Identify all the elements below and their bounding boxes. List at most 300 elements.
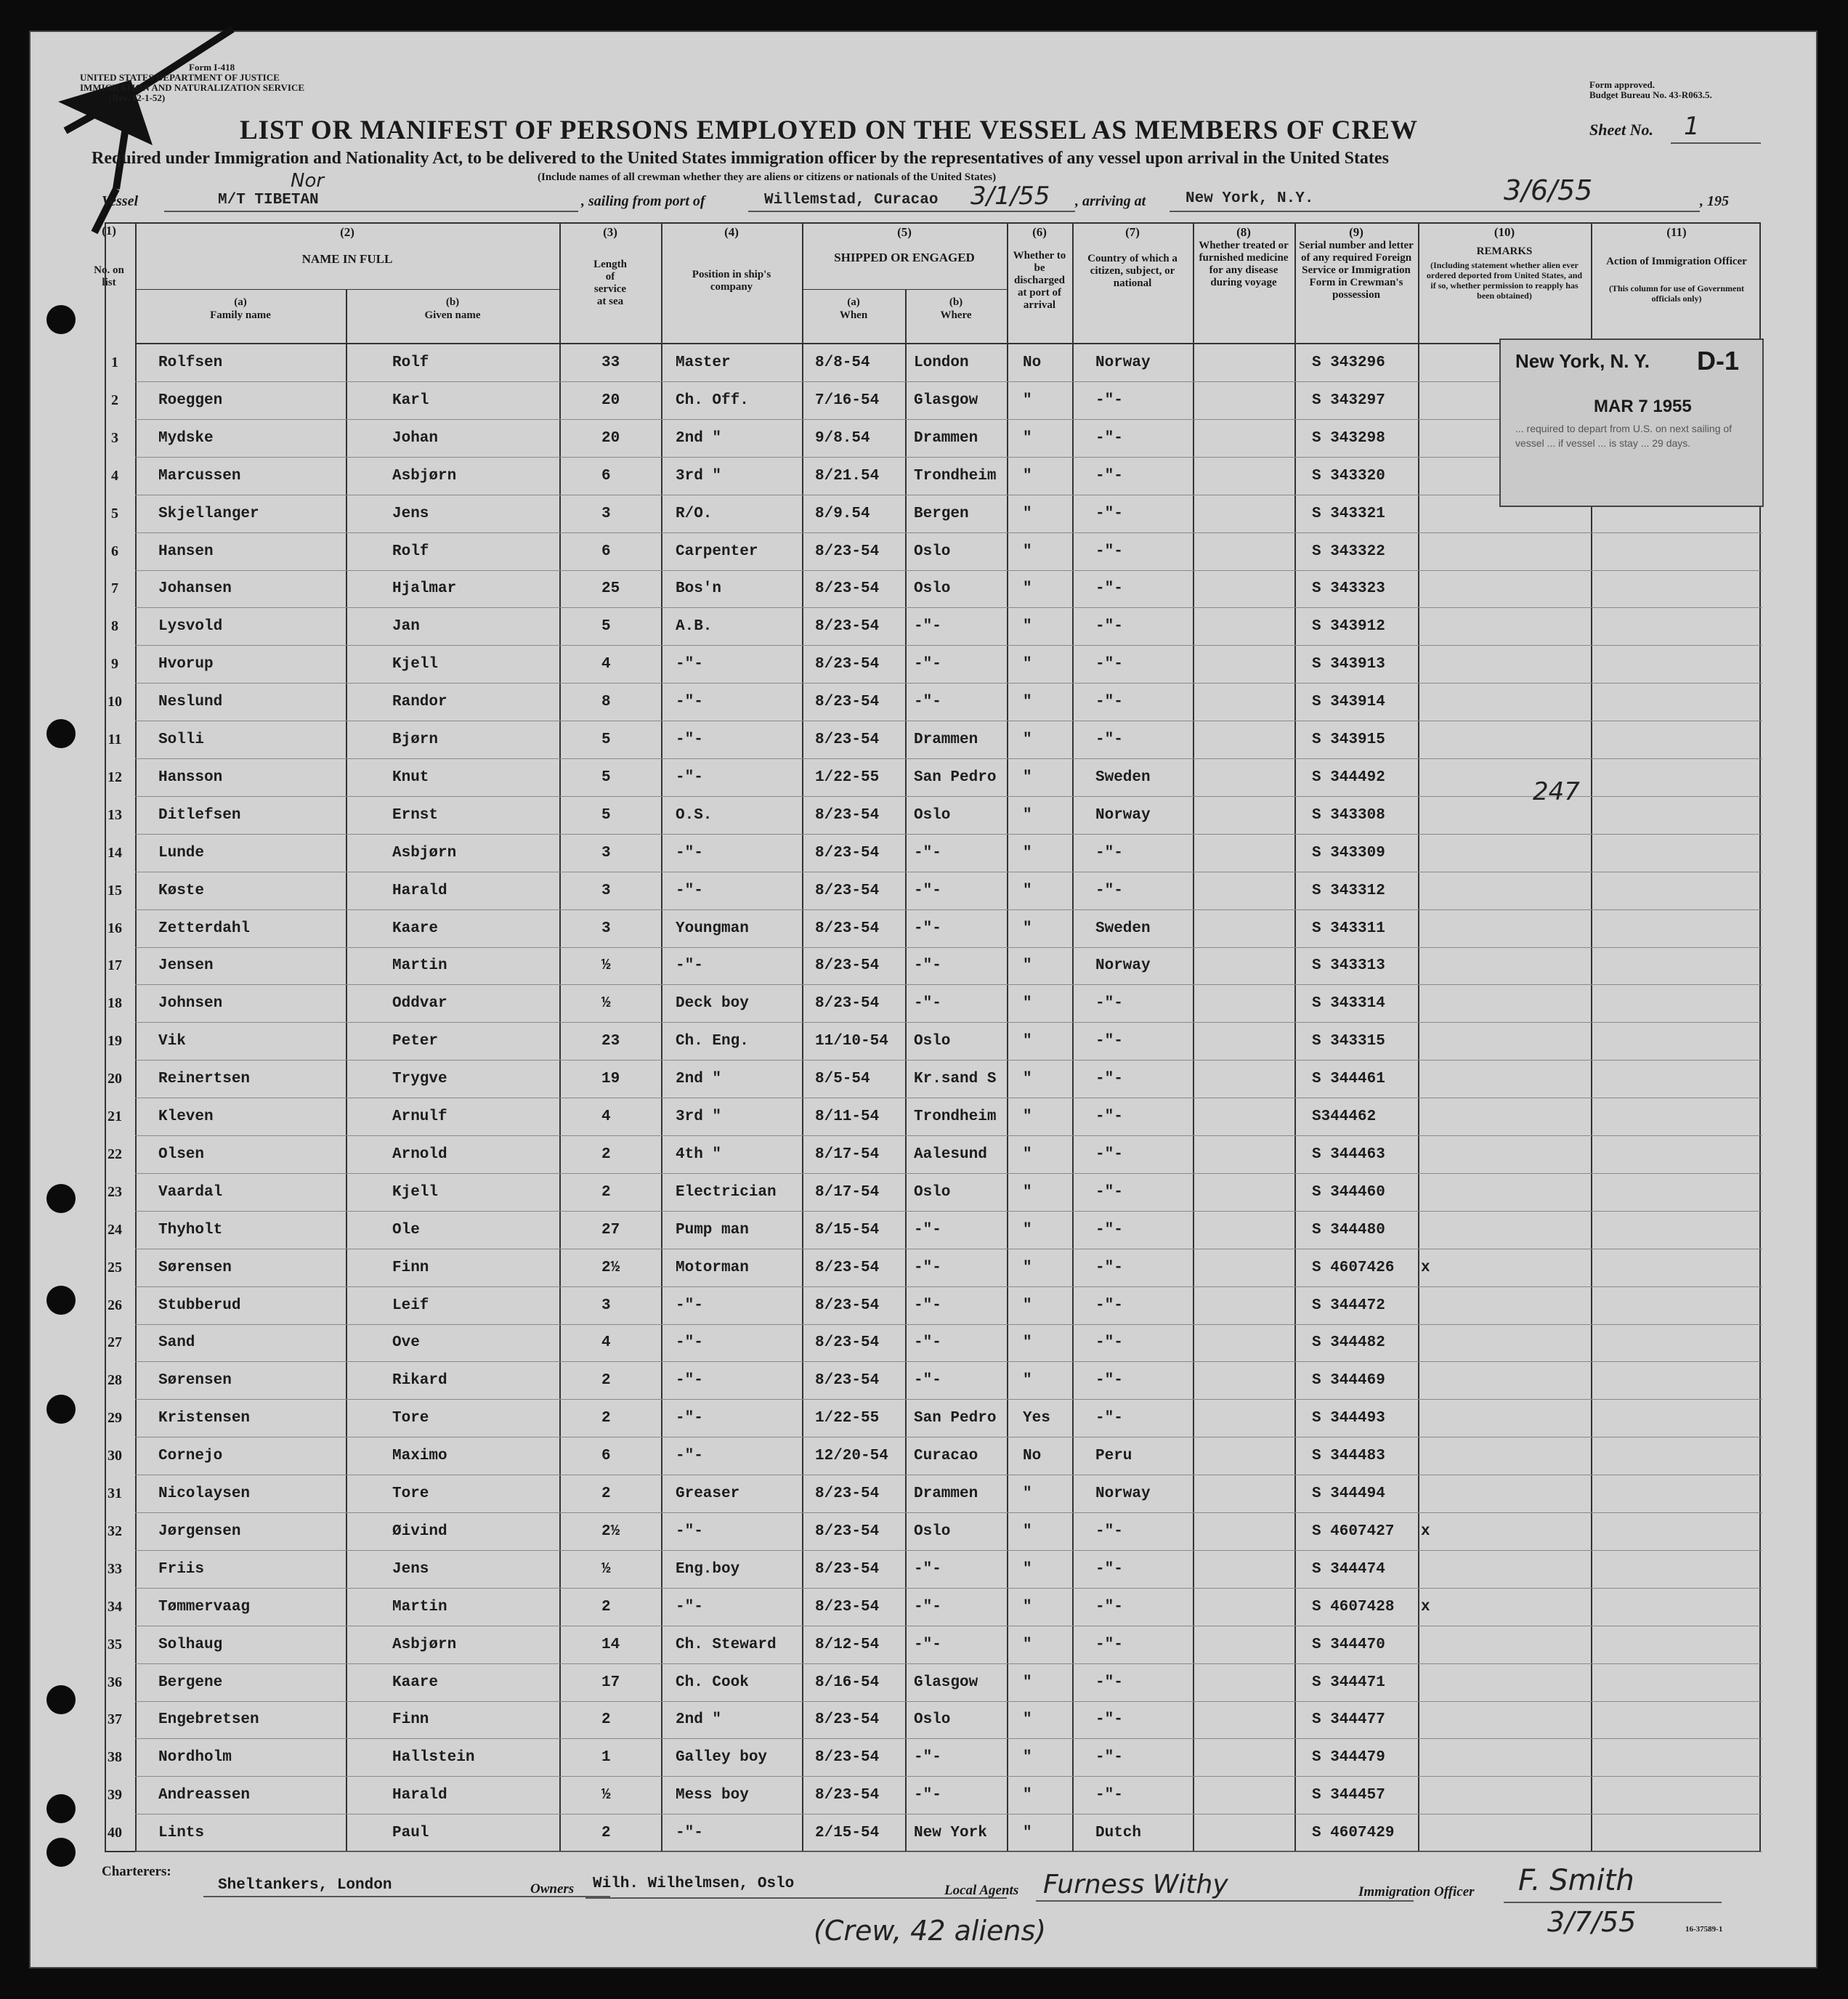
crew-given-name: Harald — [392, 1787, 447, 1804]
crew-shipped-when: 1/22-55 — [815, 769, 880, 786]
crew-family-name: Jensen — [158, 957, 214, 975]
crew-serial-number: S 343323 — [1312, 580, 1385, 598]
vessel-flag-note: Nor — [291, 170, 325, 192]
year-suffix: , 195 — [1700, 193, 1729, 209]
table-row — [106, 1212, 1762, 1248]
crew-serial-number: S344462 — [1312, 1108, 1377, 1125]
table-row — [106, 1701, 1762, 1738]
crew-position: 4th " — [676, 1146, 722, 1163]
crew-position: -"- — [676, 1372, 703, 1390]
crew-country: Norway — [1095, 1485, 1151, 1502]
crew-service-length: 2 — [601, 1410, 611, 1427]
crew-shipped-when: 8/23-54 — [815, 731, 880, 748]
crew-discharge: " — [1023, 1560, 1032, 1578]
col9-num: (9) — [1349, 225, 1363, 239]
crew-serial-number: S 344461 — [1312, 1071, 1385, 1088]
charterers-label: Charterers: — [102, 1864, 171, 1879]
crew-given-name: Kaare — [392, 920, 439, 937]
crew-service-length: 3 — [601, 882, 611, 899]
binder-hole — [46, 719, 76, 748]
crew-position: Ch. Eng. — [676, 1033, 749, 1050]
crew-country: -"- — [1095, 995, 1123, 1013]
crew-discharge: " — [1023, 769, 1032, 786]
crew-service-length: 5 — [601, 806, 611, 824]
crew-family-name: Andreassen — [158, 1787, 251, 1804]
crew-family-name: Nordholm — [158, 1749, 232, 1767]
crew-given-name: Ernst — [392, 806, 439, 824]
crew-position: Electrician — [676, 1183, 777, 1201]
col6-num: (6) — [1032, 225, 1047, 239]
crew-shipped-where: -"- — [914, 995, 941, 1013]
crew-serial-number: S 343313 — [1312, 957, 1385, 975]
binder-hole — [46, 1286, 76, 1315]
crew-row-number: 35 — [108, 1636, 122, 1653]
crew-family-name: Olsen — [158, 1146, 205, 1163]
crew-row-number: 3 — [111, 429, 118, 446]
crew-service-length: 2 — [601, 1372, 611, 1390]
crew-discharge: " — [1023, 1183, 1032, 1201]
crew-serial-number: S 344474 — [1312, 1560, 1385, 1578]
crew-position: Ch. Cook — [676, 1674, 749, 1691]
crew-family-name: Kleven — [158, 1108, 214, 1125]
crew-discharge: " — [1023, 1297, 1032, 1314]
crew-row-number: 11 — [108, 731, 122, 747]
crew-position: Motorman — [676, 1259, 749, 1276]
crew-serial-number: S 343311 — [1312, 920, 1385, 937]
crew-family-name: Lunde — [158, 844, 205, 861]
crew-position: Ch. Off. — [676, 392, 749, 409]
crew-shipped-when: 8/23-54 — [815, 1787, 880, 1804]
crew-discharge: " — [1023, 1146, 1032, 1163]
crew-country: Norway — [1095, 806, 1151, 824]
crew-country: Norway — [1095, 354, 1151, 371]
crew-family-name: Kristensen — [158, 1410, 251, 1427]
crew-country: -"- — [1095, 1221, 1123, 1238]
crew-shipped-when: 8/23-54 — [815, 882, 880, 899]
table-row — [106, 570, 1762, 607]
col2b-num: (b) — [445, 296, 460, 308]
crew-country: -"- — [1095, 1787, 1123, 1804]
table-row — [106, 947, 1762, 984]
crew-shipped-when: 8/23-54 — [815, 1334, 880, 1352]
sailing-label: , sailing from port of — [581, 193, 705, 209]
crew-row-number: 28 — [108, 1372, 122, 1389]
col7-num: (7) — [1125, 225, 1140, 239]
include-note: (Include names of all crewman whether they are aliens or citizens or nationals of the United States) — [538, 171, 997, 183]
crew-row-number: 18 — [108, 995, 122, 1012]
crew-serial-number: S 344493 — [1312, 1410, 1385, 1427]
crew-shipped-where: San Pedro — [914, 1410, 997, 1427]
crew-family-name: Reinertsen — [158, 1071, 251, 1088]
binder-hole — [46, 1838, 76, 1867]
crew-position: -"- — [676, 1334, 703, 1352]
crew-given-name: Hjalmar — [392, 580, 457, 598]
crew-shipped-when: 8/23-54 — [815, 1522, 880, 1540]
crew-service-length: 4 — [601, 1334, 611, 1352]
crew-given-name: Martin — [392, 957, 447, 975]
subtitle: Required under Immigration and Nationality Act, to be delivered to the United States immigration officer by the representatives of any vessel upon arrival in the United States — [92, 149, 1389, 168]
table-row — [106, 1362, 1762, 1398]
arrival-date: 3/6/55 — [1504, 174, 1593, 206]
crew-position: 3rd " — [676, 1108, 722, 1125]
form-revision: (Rev. 12-1-52) — [109, 92, 166, 103]
crew-country: -"- — [1095, 1711, 1123, 1729]
crew-row-number: 15 — [108, 882, 122, 899]
col6-label: Whether to be discharged at port of arrival — [1013, 250, 1066, 311]
crew-given-name: Jan — [392, 618, 420, 636]
crew-given-name: Peter — [392, 1033, 439, 1050]
table-row — [106, 1664, 1762, 1700]
crew-shipped-when: 9/8.54 — [815, 429, 870, 447]
crew-service-length: 2½ — [601, 1259, 620, 1276]
crew-row-number: 7 — [111, 580, 118, 597]
crew-given-name: Maximo — [392, 1448, 447, 1465]
col1-num: (1) — [102, 224, 116, 238]
crew-position: -"- — [676, 656, 703, 673]
crew-shipped-when: 8/23-54 — [815, 1372, 880, 1390]
crew-country: -"- — [1095, 1674, 1123, 1691]
crew-row-number: 32 — [108, 1522, 122, 1539]
table-row — [106, 721, 1762, 758]
crew-serial-number: S 344463 — [1312, 1146, 1385, 1163]
crew-family-name: Neslund — [158, 694, 223, 711]
crew-country: Sweden — [1095, 769, 1151, 786]
crew-remark: x — [1421, 1598, 1430, 1615]
crew-discharge: " — [1023, 1598, 1032, 1615]
crew-service-length: 1 — [601, 1749, 611, 1767]
col4-num: (4) — [724, 225, 739, 239]
crew-service-length: 6 — [601, 1448, 611, 1465]
crew-shipped-where: San Pedro — [914, 769, 997, 786]
crew-position: -"- — [676, 1448, 703, 1465]
crew-row-number: 30 — [108, 1448, 122, 1464]
col10-num: (10) — [1494, 225, 1515, 239]
table-row — [106, 1324, 1762, 1361]
sheet-number-label: Sheet No. — [1589, 121, 1653, 139]
crew-serial-number: S 343314 — [1312, 995, 1385, 1013]
crew-discharge: " — [1023, 1711, 1032, 1729]
crew-shipped-where: Drammen — [914, 731, 978, 748]
crew-position: Pump man — [676, 1221, 749, 1238]
crew-discharge: " — [1023, 505, 1032, 522]
crew-shipped-where: -"- — [914, 1749, 941, 1767]
crew-remark: x — [1421, 1522, 1430, 1540]
charterers-value: Sheltankers, London — [218, 1877, 392, 1894]
crew-shipped-where: -"- — [914, 1297, 941, 1314]
crew-service-length: 20 — [601, 429, 620, 447]
crew-country: -"- — [1095, 844, 1123, 861]
crew-position: 3rd " — [676, 467, 722, 484]
crew-service-length: 25 — [601, 580, 620, 598]
officer-label: Immigration Officer — [1358, 1884, 1475, 1899]
crew-service-length: 2 — [601, 1825, 611, 1842]
crew-row-number: 37 — [108, 1711, 122, 1728]
crew-given-name: Asbjørn — [392, 844, 457, 861]
crew-serial-number: S 343308 — [1312, 806, 1385, 824]
sailing-date: 3/1/55 — [970, 182, 1050, 211]
crew-discharge: " — [1023, 1071, 1032, 1088]
crew-row-number: 33 — [108, 1560, 122, 1577]
crew-serial-number: S 344477 — [1312, 1711, 1385, 1729]
table-row — [106, 1739, 1762, 1775]
crew-count-note: (Crew, 42 aliens) — [814, 1915, 1047, 1947]
crew-family-name: Sørensen — [158, 1259, 232, 1276]
crew-discharge: " — [1023, 580, 1032, 598]
crew-row-number: 10 — [108, 694, 122, 710]
crew-position: Carpenter — [676, 543, 758, 560]
crew-row-number: 22 — [108, 1146, 122, 1162]
crew-shipped-when: 8/23-54 — [815, 1711, 880, 1729]
crew-discharge: " — [1023, 543, 1032, 560]
crew-position: -"- — [676, 1297, 703, 1314]
crew-shipped-where: Oslo — [914, 1711, 951, 1729]
crew-family-name: Sand — [158, 1334, 195, 1352]
crew-serial-number: S 4607428 — [1312, 1598, 1395, 1615]
crew-family-name: Marcussen — [158, 467, 241, 484]
crew-row-number: 25 — [108, 1259, 122, 1276]
col5-num: (5) — [897, 225, 912, 239]
crew-service-length: ½ — [601, 995, 611, 1013]
crew-family-name: Stubberud — [158, 1297, 241, 1314]
crew-given-name: Asbjørn — [392, 467, 457, 484]
crew-position: 2nd " — [676, 1711, 722, 1729]
crew-serial-number: S 343296 — [1312, 354, 1385, 371]
crew-discharge: " — [1023, 1108, 1032, 1125]
crew-family-name: Jørgensen — [158, 1522, 241, 1540]
crew-given-name: Øivind — [392, 1522, 447, 1540]
owners-value: Wilh. Wilhelmsen, Oslo — [593, 1876, 795, 1892]
immigration-stamp — [1499, 338, 1764, 507]
crew-country: -"- — [1095, 1108, 1123, 1125]
crew-shipped-when: 8/15-54 — [815, 1221, 880, 1238]
crew-service-length: 33 — [601, 354, 620, 371]
crew-shipped-where: Oslo — [914, 1183, 951, 1201]
crew-country: -"- — [1095, 580, 1123, 598]
crew-discharge: " — [1023, 392, 1032, 409]
crew-row-number: 21 — [108, 1108, 122, 1124]
crew-given-name: Finn — [392, 1259, 429, 1276]
table-row — [106, 1589, 1762, 1625]
crew-service-length: 6 — [601, 467, 611, 484]
crew-discharge: " — [1023, 1825, 1032, 1842]
crew-position: -"- — [676, 769, 703, 786]
crew-country: -"- — [1095, 467, 1123, 484]
crew-shipped-when: 8/23-54 — [815, 580, 880, 598]
crew-shipped-where: Aalesund — [914, 1146, 987, 1163]
crew-shipped-where: -"- — [914, 1372, 941, 1390]
crew-given-name: Kaare — [392, 1674, 439, 1691]
crew-position: 2nd " — [676, 1071, 722, 1088]
crew-service-length: 2 — [601, 1711, 611, 1729]
crew-shipped-when: 8/23-54 — [815, 543, 880, 560]
crew-serial-number: S 343912 — [1312, 618, 1385, 636]
crew-discharge: " — [1023, 882, 1032, 899]
crew-serial-number: S 343320 — [1312, 467, 1385, 484]
crew-family-name: Roeggen — [158, 392, 223, 409]
crew-row-number: 16 — [108, 920, 122, 936]
crew-position: -"- — [676, 844, 703, 861]
table-row — [106, 1777, 1762, 1813]
crew-serial-number: S 343322 — [1312, 543, 1385, 560]
crew-given-name: Knut — [392, 769, 429, 786]
vessel-label: Vessel — [102, 193, 138, 209]
crew-given-name: Rolf — [392, 354, 429, 371]
crew-shipped-where: -"- — [914, 920, 941, 937]
crew-family-name: Sørensen — [158, 1372, 232, 1390]
crew-country: -"- — [1095, 1636, 1123, 1653]
crew-shipped-where: -"- — [914, 656, 941, 673]
crew-given-name: Tore — [392, 1410, 429, 1427]
crew-given-name: Leif — [392, 1297, 429, 1314]
table-row — [106, 1626, 1762, 1663]
crew-family-name: Hvorup — [158, 656, 214, 673]
table-row — [106, 608, 1762, 644]
crew-country: -"- — [1095, 694, 1123, 711]
crew-given-name: Trygve — [392, 1071, 447, 1088]
crew-service-length: 5 — [601, 618, 611, 636]
crew-position: A.B. — [676, 618, 713, 636]
crew-shipped-where: -"- — [914, 957, 941, 975]
crew-row-number: 36 — [108, 1674, 122, 1690]
crew-given-name: Paul — [392, 1825, 429, 1842]
crew-row-number: 24 — [108, 1221, 122, 1238]
form-code: 16-37589-1 — [1685, 1925, 1723, 1934]
col2-label: NAME IN FULL — [301, 252, 393, 266]
table-row — [106, 1136, 1762, 1172]
crew-country: -"- — [1095, 1297, 1123, 1314]
crew-row-number: 31 — [108, 1485, 122, 1501]
crew-shipped-where: Drammen — [914, 429, 978, 447]
col4-label: Position in ship's company — [692, 269, 771, 293]
crew-discharge: " — [1023, 995, 1032, 1013]
crew-service-length: 2 — [601, 1183, 611, 1201]
crew-service-length: ½ — [601, 1560, 611, 1578]
stamp-code: D-1 — [1697, 346, 1740, 376]
crew-row-number: 1 — [111, 354, 118, 370]
crew-position: Mess boy — [676, 1787, 749, 1804]
crew-row-number: 38 — [108, 1749, 122, 1766]
crew-discharge: " — [1023, 1221, 1032, 1238]
crew-shipped-where: Bergen — [914, 505, 969, 522]
crew-serial-number: S 343915 — [1312, 731, 1385, 748]
binder-hole — [46, 1184, 76, 1213]
crew-given-name: Hallstein — [392, 1749, 475, 1767]
crew-row-number: 34 — [108, 1598, 122, 1615]
crew-service-length: 8 — [601, 694, 611, 711]
crew-country: -"- — [1095, 543, 1123, 560]
crew-serial-number: S 344471 — [1312, 1674, 1385, 1691]
crew-family-name: Køste — [158, 882, 205, 899]
crew-shipped-where: Oslo — [914, 1522, 951, 1540]
crew-discharge: No — [1023, 354, 1042, 371]
officer-date: 3/7/55 — [1547, 1906, 1637, 1938]
crew-given-name: Rikard — [392, 1372, 447, 1390]
crew-country: Dutch — [1095, 1825, 1142, 1842]
crew-position: -"- — [676, 1410, 703, 1427]
crew-shipped-when: 8/23-54 — [815, 844, 880, 861]
crew-row-number: 19 — [108, 1033, 122, 1050]
crew-country: -"- — [1095, 392, 1123, 409]
col10-sub: (Including statement whether alien ever ordered deported from United States, and if so, whether permission to reapply has been obtained) — [1426, 260, 1583, 301]
col11-label: Action of Immigration Officer — [1606, 256, 1747, 267]
crew-row-number: 4 — [111, 467, 118, 484]
crew-position: Bos'n — [676, 580, 722, 598]
crew-shipped-where: Oslo — [914, 543, 951, 560]
crew-position: Master — [676, 354, 731, 371]
crew-family-name: Johansen — [158, 580, 232, 598]
crew-family-name: Skjellanger — [158, 505, 259, 522]
form-approved: Form approved. — [1589, 79, 1655, 90]
crew-shipped-when: 8/11-54 — [815, 1108, 880, 1125]
table-row — [106, 533, 1762, 569]
col2-num: (2) — [340, 225, 354, 239]
stamp-city: New York, N. Y. — [1515, 350, 1650, 372]
crew-given-name: Kjell — [392, 1183, 439, 1201]
crew-serial-number: S 344494 — [1312, 1485, 1385, 1502]
crew-service-length: 14 — [601, 1636, 620, 1653]
col8-label: Whether treated or furnished medicine for any disease during voyage — [1199, 240, 1289, 288]
crew-discharge: " — [1023, 806, 1032, 824]
crew-given-name: Randor — [392, 694, 447, 711]
col9-label: Serial number and letter of any required Foreign Service or Immigration Form in Crewman's possession — [1299, 240, 1414, 301]
crew-row-number: 6 — [111, 543, 118, 559]
table-row — [106, 1249, 1762, 1286]
crew-given-name: Finn — [392, 1711, 429, 1729]
crew-position: Greaser — [676, 1485, 740, 1502]
table-row — [106, 1023, 1762, 1059]
crew-serial-number: S 4607426 — [1312, 1259, 1395, 1276]
col5-label: SHIPPED OR ENGAGED — [834, 251, 975, 264]
crew-family-name: Tømmervaag — [158, 1598, 251, 1615]
crew-shipped-where: Glasgow — [914, 392, 978, 409]
crew-discharge: " — [1023, 731, 1032, 748]
col5b-num: (b) — [949, 296, 963, 308]
remark-handwritten: 247 — [1533, 777, 1580, 806]
crew-service-length: 3 — [601, 920, 611, 937]
binder-hole — [46, 1685, 76, 1714]
crew-serial-number: S 344483 — [1312, 1448, 1385, 1465]
crew-shipped-where: Kr.sand S — [914, 1071, 997, 1088]
crew-service-length: 3 — [601, 844, 611, 861]
crew-shipped-when: 8/16-54 — [815, 1674, 880, 1691]
table-row — [106, 1513, 1762, 1549]
crew-position: Deck boy — [676, 995, 749, 1013]
crew-shipped-when: 8/23-54 — [815, 1560, 880, 1578]
crew-shipped-where: Drammen — [914, 1485, 978, 1502]
crew-shipped-when: 8/23-54 — [815, 694, 880, 711]
crew-discharge: " — [1023, 1334, 1032, 1352]
crew-position: O.S. — [676, 806, 713, 824]
crew-shipped-when: 8/23-54 — [815, 1485, 880, 1502]
crew-serial-number: S 4607427 — [1312, 1522, 1395, 1540]
crew-family-name: Mydske — [158, 429, 214, 447]
crew-shipped-when: 8/9.54 — [815, 505, 870, 522]
crew-country: -"- — [1095, 505, 1123, 522]
crew-country: -"- — [1095, 1033, 1123, 1050]
table-row — [106, 1438, 1762, 1474]
crew-position: R/O. — [676, 505, 713, 522]
table-row — [106, 985, 1762, 1021]
crew-service-length: 17 — [601, 1674, 620, 1691]
crew-serial-number: S 343914 — [1312, 694, 1385, 711]
crew-family-name: Hansen — [158, 543, 214, 560]
table-row — [106, 872, 1762, 909]
table-row — [106, 1400, 1762, 1436]
crew-shipped-when: 8/23-54 — [815, 1297, 880, 1314]
col5a-label: When — [839, 309, 868, 321]
crew-row-number: 26 — [108, 1297, 122, 1313]
crew-discharge: " — [1023, 1636, 1032, 1653]
